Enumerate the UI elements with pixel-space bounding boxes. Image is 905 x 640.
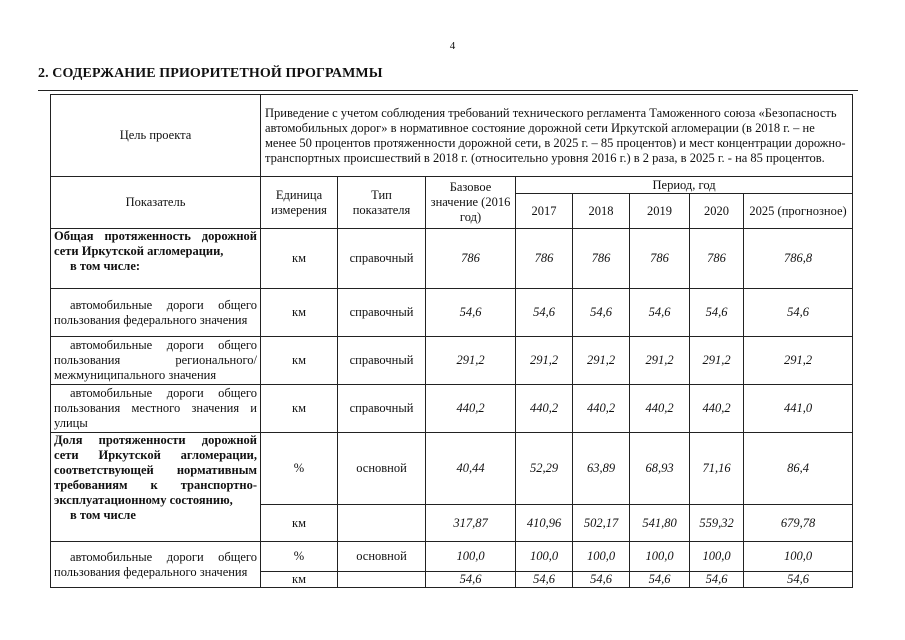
value-2017: 52,29 [516, 433, 573, 505]
value-2018: 54,6 [573, 572, 630, 588]
value-2017: 100,0 [516, 542, 573, 572]
value-2019: 54,6 [630, 289, 690, 337]
unit-cell: % [261, 433, 338, 505]
value-2018: 100,0 [573, 542, 630, 572]
table-row [51, 337, 853, 385]
section-heading: 2. СОДЕРЖАНИЕ ПРИОРИТЕТНОЙ ПРОГРАММЫ [38, 66, 383, 81]
base-value: 440,2 [426, 385, 516, 433]
type-cell: справочный [338, 385, 426, 433]
base-value: 40,44 [426, 433, 516, 505]
base-value: 786 [426, 229, 516, 289]
indicator-name: автомобильные дороги общего пользования федерального значения [51, 542, 261, 588]
header-unit: Единица измерения [261, 177, 338, 229]
value-2017: 440,2 [516, 385, 573, 433]
indicator-name: автомобильные дороги общего пользования местного значения и улицы [51, 385, 261, 433]
header-year-2019: 2019 [630, 194, 690, 229]
table-row [51, 542, 853, 572]
value-2018: 440,2 [573, 385, 630, 433]
header-indicator: Показатель [51, 177, 261, 229]
type-cell: основной [338, 433, 426, 505]
indicator-name-sub: в том числе [70, 508, 136, 522]
base-value: 317,87 [426, 505, 516, 542]
value-2025: 679,78 [744, 505, 853, 542]
header-year-2025: 2025 (прогнозное) [744, 194, 853, 229]
type-cell [338, 505, 426, 542]
header-type: Тип показателя [338, 177, 426, 229]
indicator-name-sub: в том числе: [70, 259, 141, 273]
base-value: 100,0 [426, 542, 516, 572]
value-2017: 54,6 [516, 289, 573, 337]
header-base: Базовое значение (2016 год) [426, 177, 516, 229]
value-2017: 786 [516, 229, 573, 289]
value-2020: 54,6 [690, 289, 744, 337]
indicator-name-main: Общая протяженность дорожной сети Иркутской агломерации, [54, 229, 257, 258]
value-2020: 559,32 [690, 505, 744, 542]
unit-cell: % [261, 542, 338, 572]
table-row [51, 433, 853, 505]
value-2019: 291,2 [630, 337, 690, 385]
table-row [51, 385, 853, 433]
value-2019: 54,6 [630, 572, 690, 588]
value-2025: 100,0 [744, 542, 853, 572]
heading-divider [38, 90, 858, 91]
value-2018: 786 [573, 229, 630, 289]
table-row [51, 229, 853, 289]
indicator-name [51, 229, 261, 289]
value-2019: 541,80 [630, 505, 690, 542]
header-year-2017: 2017 [516, 194, 573, 229]
value-2019: 100,0 [630, 542, 690, 572]
base-value: 54,6 [426, 572, 516, 588]
value-2018: 502,17 [573, 505, 630, 542]
header-year-2020: 2020 [690, 194, 744, 229]
unit-cell: км [261, 289, 338, 337]
page-number: 4 [449, 40, 456, 52]
indicator-name: автомобильные дороги общего пользования регионального/ межмуниципального значения [51, 337, 261, 385]
goal-row [51, 95, 853, 177]
unit-cell: км [261, 337, 338, 385]
type-cell: основной [338, 542, 426, 572]
value-2018: 63,89 [573, 433, 630, 505]
type-cell: справочный [338, 337, 426, 385]
value-2018: 291,2 [573, 337, 630, 385]
goal-text: Приведение с учетом соблюдения требований технического регламента Таможенного союза «Безопасность автомобильных дорог» в нормативное состояние дорожной сети Иркутской агломерации (в 2018 г. – не менее 50 процентов протяженности дорожной сети, в 2025 г. – 85 процентов) и мест концентрации дорожно-транспортных происшествий в 2018 г. (относительно уровня 2016 г.) в 2 раза, в 2025 г. - на 85 процентов. [261, 95, 853, 177]
value-2018: 54,6 [573, 289, 630, 337]
value-2020: 71,16 [690, 433, 744, 505]
indicator-name: автомобильные дороги общего пользования федерального значения [51, 289, 261, 337]
indicator-name-main: Доля протяженности дорожной сети Иркутской агломерации, соответствующей нормативным требованиям к транспортно-эксплуатационному состоянию, [54, 433, 257, 507]
value-2025: 441,0 [744, 385, 853, 433]
value-2019: 440,2 [630, 385, 690, 433]
unit-cell: км [261, 572, 338, 588]
table-row [51, 289, 853, 337]
value-2020: 786 [690, 229, 744, 289]
value-2019: 68,93 [630, 433, 690, 505]
value-2025: 786,8 [744, 229, 853, 289]
unit-cell: км [261, 505, 338, 542]
value-2020: 291,2 [690, 337, 744, 385]
value-2020: 440,2 [690, 385, 744, 433]
value-2020: 100,0 [690, 542, 744, 572]
header-year-2018: 2018 [573, 194, 630, 229]
value-2025: 291,2 [744, 337, 853, 385]
header-row-1 [51, 177, 853, 194]
value-2025: 86,4 [744, 433, 853, 505]
type-cell: справочный [338, 289, 426, 337]
value-2020: 54,6 [690, 572, 744, 588]
value-2017: 54,6 [516, 572, 573, 588]
base-value: 291,2 [426, 337, 516, 385]
value-2025: 54,6 [744, 289, 853, 337]
value-2017: 410,96 [516, 505, 573, 542]
indicator-name [51, 433, 261, 542]
base-value: 54,6 [426, 289, 516, 337]
program-table [50, 94, 853, 588]
type-cell: справочный [338, 229, 426, 289]
type-cell [338, 572, 426, 588]
goal-label: Цель проекта [51, 95, 261, 177]
header-period: Период, год [516, 177, 853, 194]
unit-cell: км [261, 229, 338, 289]
value-2017: 291,2 [516, 337, 573, 385]
value-2019: 786 [630, 229, 690, 289]
value-2025: 54,6 [744, 572, 853, 588]
unit-cell: км [261, 385, 338, 433]
